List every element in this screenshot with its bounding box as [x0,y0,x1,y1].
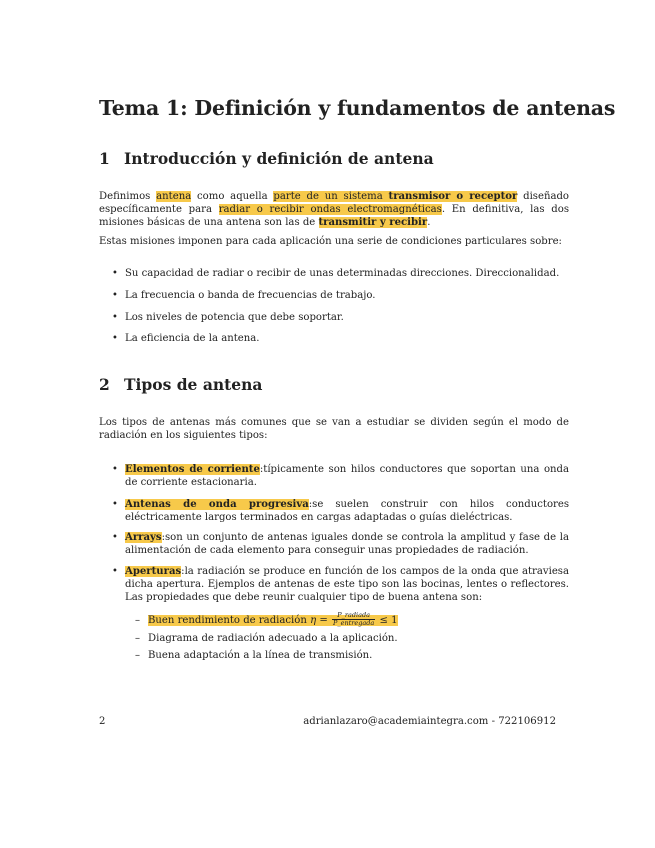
text-run: = [316,614,332,626]
item-term: Aperturas [125,566,182,577]
dash-icon: – [135,650,140,661]
list-item [125,531,569,557]
bullet-icon: • [112,268,118,279]
item-term: Arrays [125,532,162,543]
footer-contact: adrianlazaro@academiaintegra.com - 722106912 [303,716,556,727]
dash-icon: – [135,633,140,644]
item-term: Antenas de onda progresiva [125,499,309,510]
list-item [125,498,569,524]
section-2-title: Tipos de antena [124,375,263,394]
section-1-title: Introducción y definición de antena [124,149,434,168]
section-1-paragraph-1 [99,190,569,229]
item-text: :la radiación se produce en función de los campos de la onda que atraviesa dicha apertura. Ejemplos de antenas de este tipo son las bocinas, lentes o reflectores. Las propiedades que debe reunir cualquier tipo de buena antena son: [125,566,569,603]
fraction-denominator: P_entregada [333,619,375,627]
list-item: La frecuencia o banda de frecuencias de trabajo. [125,290,376,301]
list-item: Su capacidad de radiar o recibir de unas determinadas direcciones. Direccionalidad. [125,268,560,279]
bullet-icon: • [112,566,118,577]
item-text: :son un conjunto de antenas iguales donde se controla la amplitud y fase de la alimentación de cada elemento para conseguir unas propiedades de radiación. [125,532,569,556]
list-item [125,565,569,604]
bullet-icon: • [112,333,118,344]
bullet-icon: • [112,499,118,510]
bullet-icon: • [112,532,118,543]
item-text: :se suelen construir con hilos conductores eléctricamente largos terminados en cargas adaptadas o guías dieléctricas. [125,499,570,523]
sub-item: Diagrama de radiación adecuado a la aplicación. [148,633,398,644]
page-number: 2 [99,716,106,727]
section-2-number: 2 [99,375,110,394]
section-2-heading [99,375,262,394]
text-run: ≤ 1 [376,614,398,626]
fraction-numerator: P_radiada [332,612,375,620]
bullet-icon: • [112,464,118,475]
text-run: . En definitiva, las dos misiones básicas de una antena son las de [99,204,569,228]
section-1-paragraph-2: Estas misiones imponen para cada aplicación una serie de condiciones particulares sobre: [99,236,562,247]
bullet-icon: • [112,290,118,301]
text-run: diseñado específicamente para [99,191,570,215]
list-item: La eficiencia de la antena. [125,333,260,344]
highlight-antena: antena [156,191,192,202]
sub-item: Buena adaptación a la línea de transmisión. [148,650,373,661]
text-run: . [427,217,431,228]
dash-icon: – [135,615,140,626]
item-text: :típicamente son hilos conductores que soportan una onda de corriente estacionaria. [125,464,570,488]
text-run: Definimos [99,191,157,202]
highlight-transmisor-receptor: transmisor o receptor [388,191,518,202]
sub-item-efficiency [148,612,398,627]
highlight-parte-sistema: parte de un sistema [273,191,389,202]
document-title: Tema 1: Definición y fundamentos de antenas [99,96,616,120]
list-item: Los niveles de potencia que debe soportar. [125,312,344,323]
highlight-transmitir-recibir: transmitir y recibir [318,217,428,228]
text-run: como aquella [191,191,274,202]
highlight-radiar-recibir: radiar o recibir ondas electromagnéticas [218,204,442,215]
bullet-icon: • [112,312,118,323]
list-item [125,463,569,489]
section-1-heading [99,149,434,168]
highlight-efficiency [148,611,398,627]
item-term: Elementos de corriente [125,464,260,475]
eta-symbol: η [310,614,317,626]
text-run: Buen rendimiento de radiación [148,614,311,626]
efficiency-fraction [332,612,375,627]
section-1-number: 1 [99,149,110,168]
section-2-intro: Los tipos de antenas más comunes que se van a estudiar se dividen según el modo de radiación en los siguientes tipos: [99,417,569,441]
